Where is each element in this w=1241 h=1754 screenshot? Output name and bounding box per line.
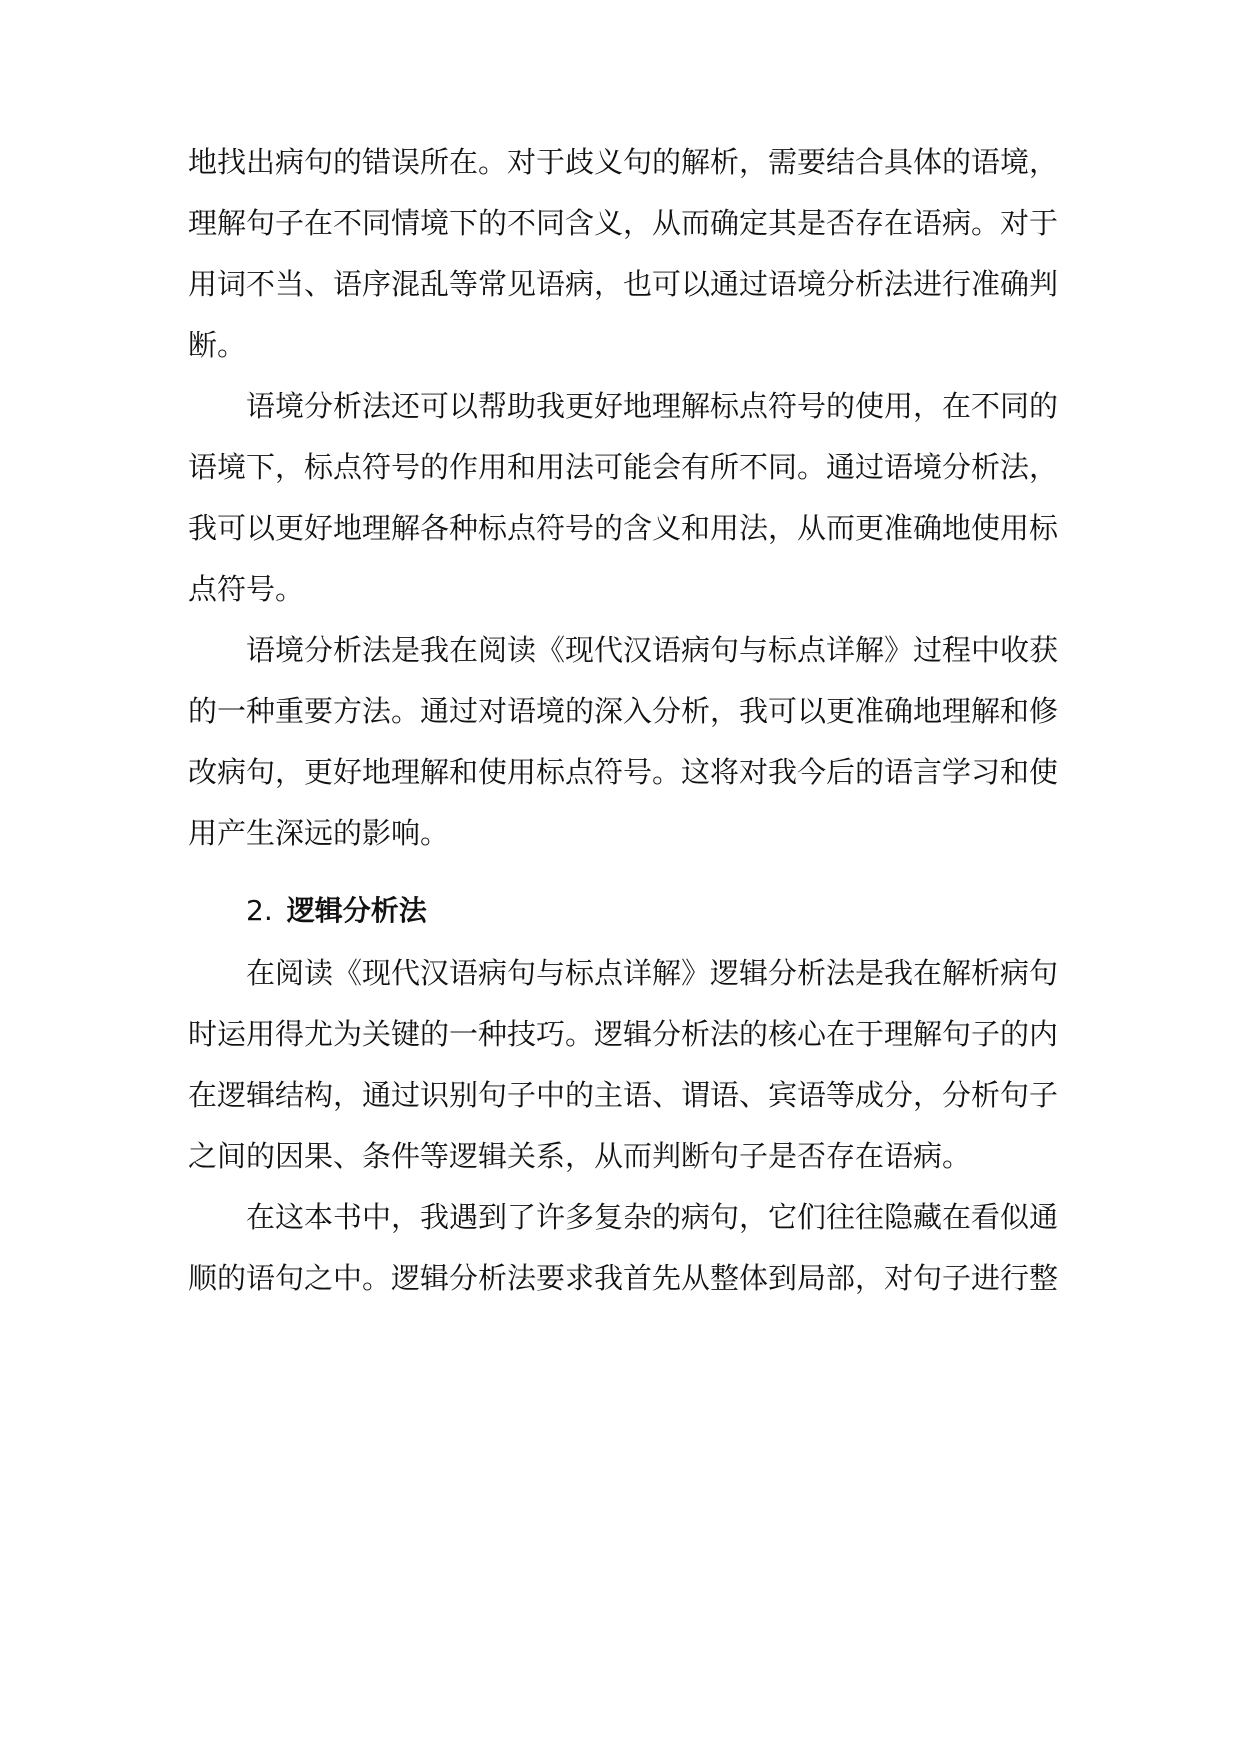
text-line: 在逻辑结构，通过识别句子中的主语、谓语、宾语等成分，分析句子 <box>188 1078 1059 1112</box>
text-line: 地找出病句的错误所在。对于歧义句的解析，需要结合具体的语境， <box>188 145 1059 179</box>
text-line: 之间的因果、条件等逻辑关系，从而判断句子是否存在语病。 <box>188 1139 972 1173</box>
section-title: 逻辑分析法 <box>286 894 427 927</box>
text-line: 理解句子在不同情境下的不同含义，从而确定其是否存在语病。对于 <box>188 206 1059 240</box>
text-line: 顺的语句之中。逻辑分析法要求我首先从整体到局部，对句子进行整 <box>188 1261 1059 1295</box>
text-line: 时运用得尤为关键的一种技巧。逻辑分析法的核心在于理解句子的内 <box>188 1017 1059 1051</box>
text-line: 语境分析法还可以帮助我更好地理解标点符号的使用，在不同的 <box>246 389 1059 423</box>
text-line: 改病句，更好地理解和使用标点符号。这将对我今后的语言学习和使 <box>188 755 1059 789</box>
section-heading <box>188 891 1060 931</box>
document-body <box>188 142 1060 1319</box>
text-line: 用产生深远的影响。 <box>188 816 450 850</box>
text-line: 的一种重要方法。通过对语境的深入分析，我可以更准确地理解和修 <box>188 694 1059 728</box>
paragraph-4 <box>188 953 1060 1176</box>
text-line: 语境分析法是我在阅读《现代汉语病句与标点详解》过程中收获 <box>246 633 1059 667</box>
text-line: 点符号。 <box>188 572 305 606</box>
paragraph-1 <box>188 142 1060 365</box>
text-line: 我可以更好地理解各种标点符号的含义和用法，从而更准确地使用标 <box>188 511 1059 545</box>
text-line: 断。 <box>188 328 247 362</box>
paragraph-3 <box>188 630 1060 853</box>
text-line: 在这本书中，我遇到了许多复杂的病句，它们往往隐藏在看似通 <box>246 1200 1059 1234</box>
text-line: 语境下，标点符号的作用和用法可能会有所不同。通过语境分析法， <box>188 450 1059 484</box>
section-number: 2. <box>246 894 273 927</box>
text-line: 在阅读《现代汉语病句与标点详解》逻辑分析法是我在解析病句 <box>246 956 1059 990</box>
paragraph-2 <box>188 386 1060 609</box>
text-line: 用词不当、语序混乱等常见语病，也可以通过语境分析法进行准确判 <box>188 267 1059 301</box>
paragraph-5 <box>188 1197 1060 1298</box>
